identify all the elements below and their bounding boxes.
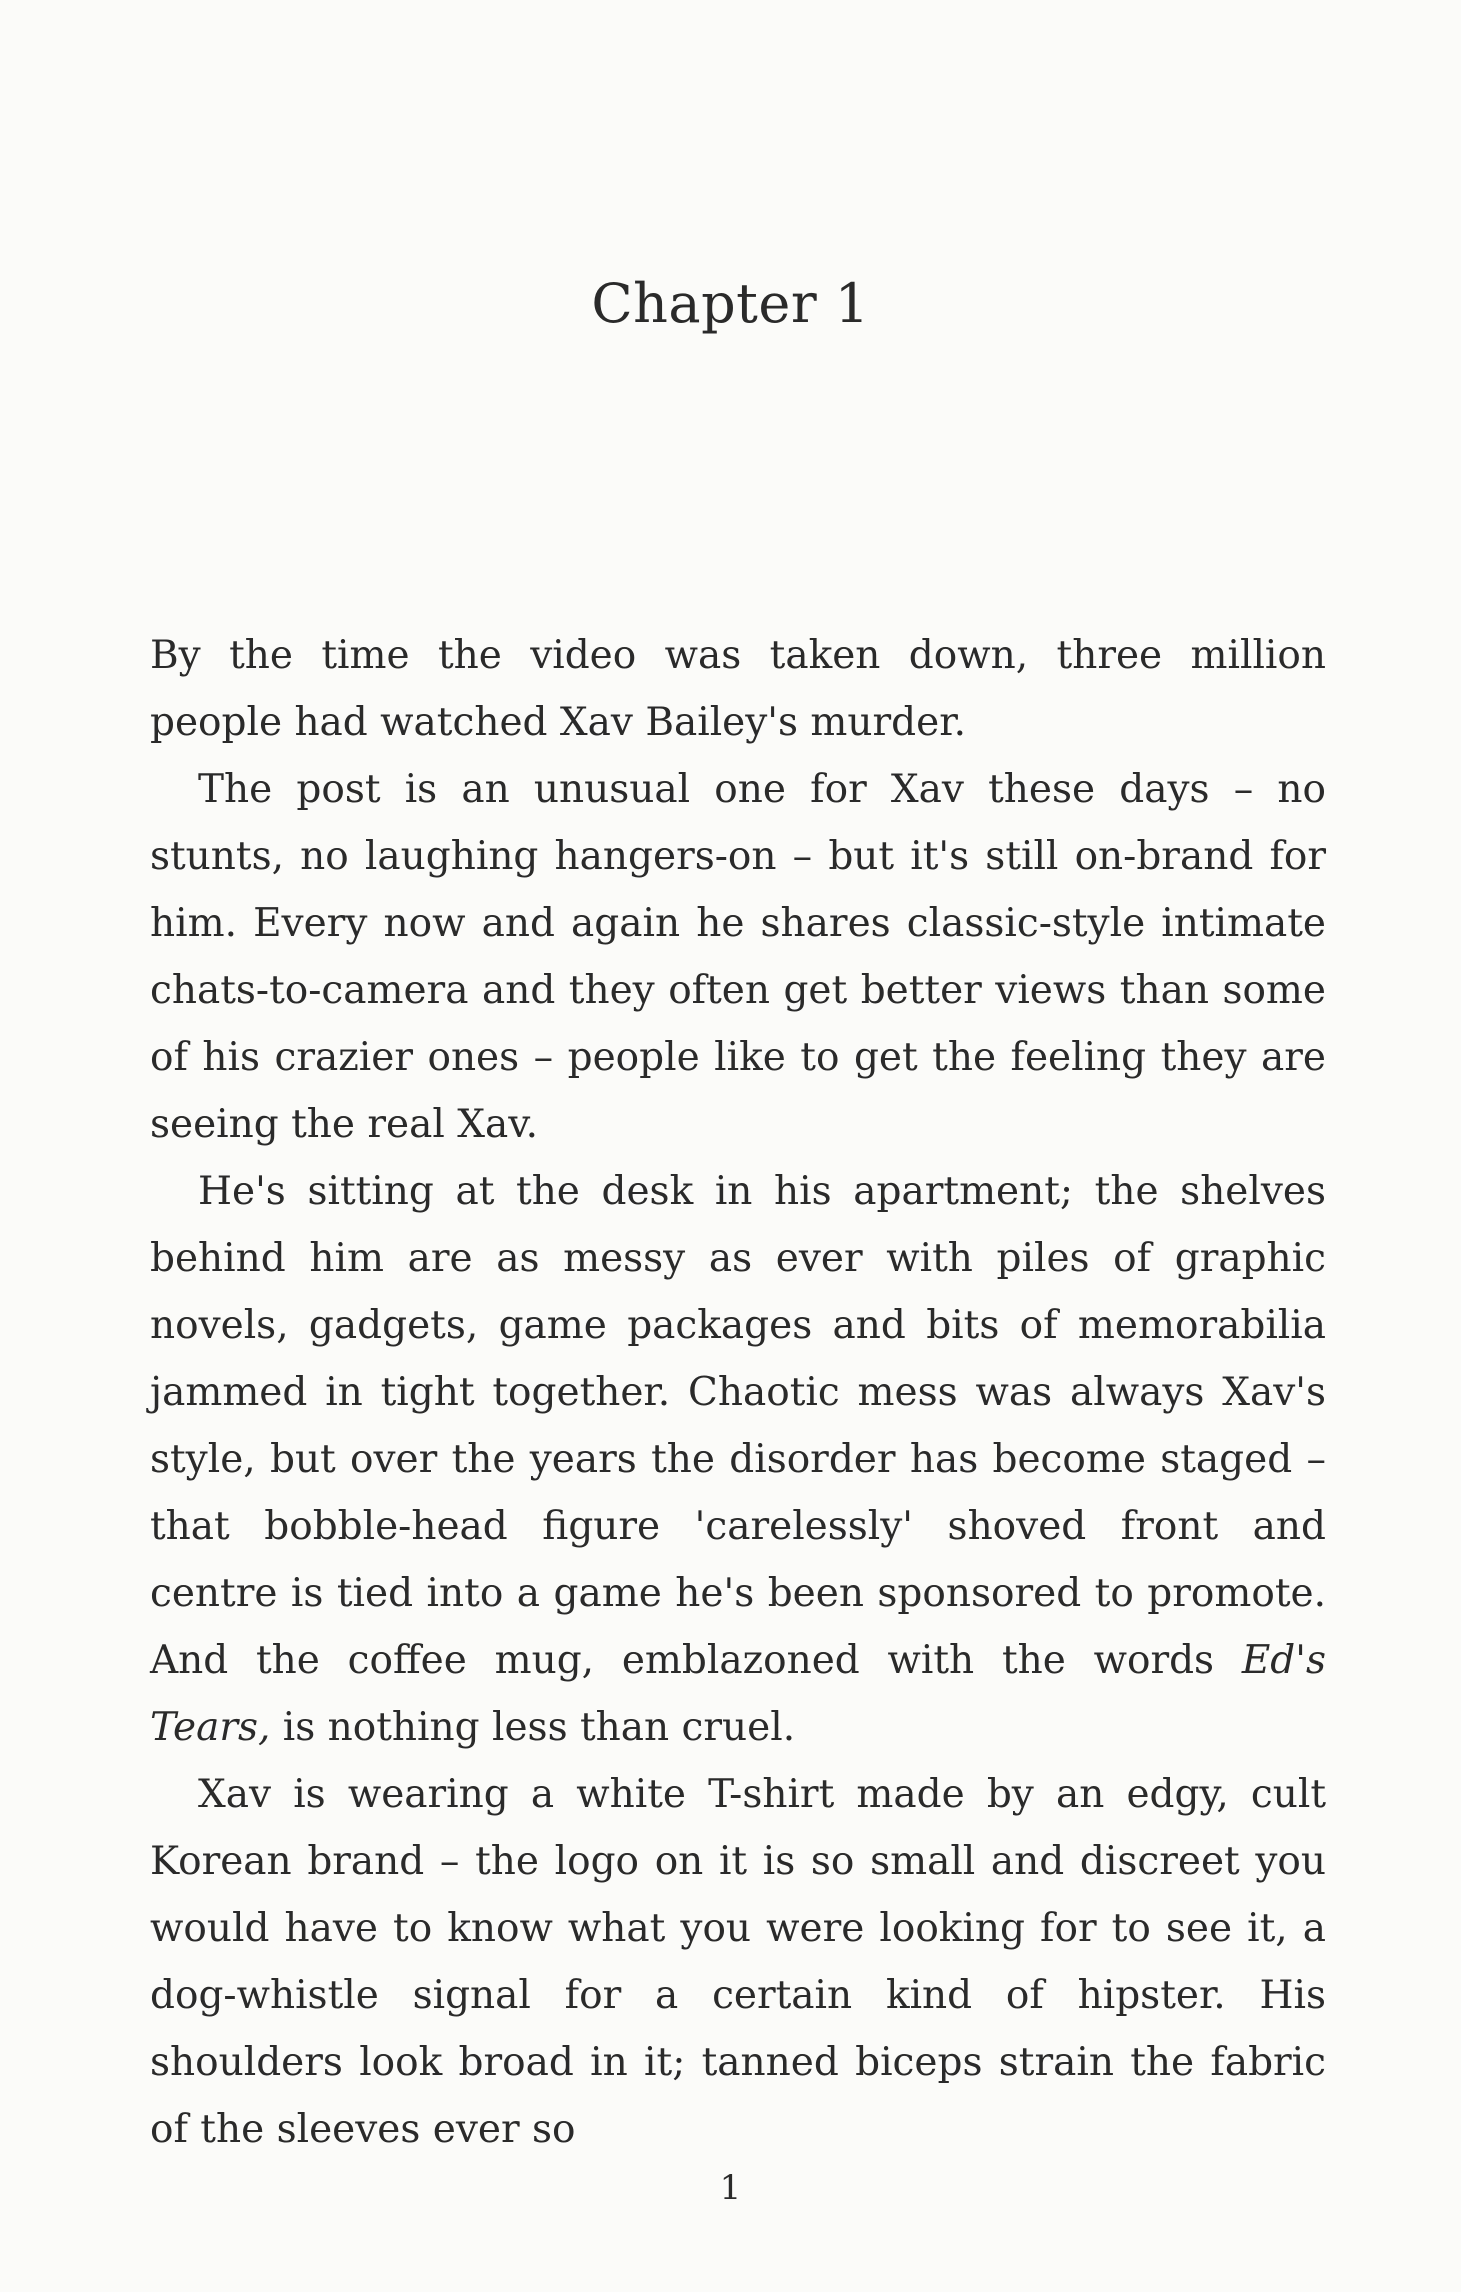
paragraph-1: By the time the video was taken down, three million people had watched Xav Bailey's murder.	[150, 633, 1326, 745]
paragraph-2: The post is an unusual one for Xav these days – no stunts, no laughing hangers-on – but it's still on-brand for him. Every now and again he shares classic-style intimate chats-to-camera and they often get better views than some of his crazier ones – people like to get the feeling they are seeing the real Xav.	[150, 767, 1326, 1147]
paragraph-3-text-end: is nothing less than cruel.	[270, 1705, 796, 1750]
body-text	[150, 622, 1326, 2163]
chapter-title: Chapter 1	[591, 272, 870, 335]
page-number: 1	[719, 2168, 742, 2208]
paragraph-3	[150, 1158, 1326, 1761]
paragraph-3-text: He's sitting at the desk in his apartment; the shelves behind him are as messy as ever with piles of graphic novels, gadgets, game packages and bits of memorabilia jammed in tight together. Chaotic mess was always Xav's style, but over the years the disorder has become staged – that bobble-head figure 'carelessly' shoved front and centre is tied into a game he's been sponsored to promote. And the coffee mug, emblazoned with the words	[150, 1169, 1326, 1683]
mug-text-italic: Ed's Tears,	[150, 1638, 1326, 1750]
paragraph-4: Xav is wearing a white T-shirt made by an edgy, cult Korean brand – the logo on it is so small and discreet you would have to know what you were looking for to see it, a dog-whistle signal for a certain kind of hipster. His shoulders look broad in it; tanned biceps strain the fabric of the sleeves ever so	[150, 1772, 1326, 2152]
